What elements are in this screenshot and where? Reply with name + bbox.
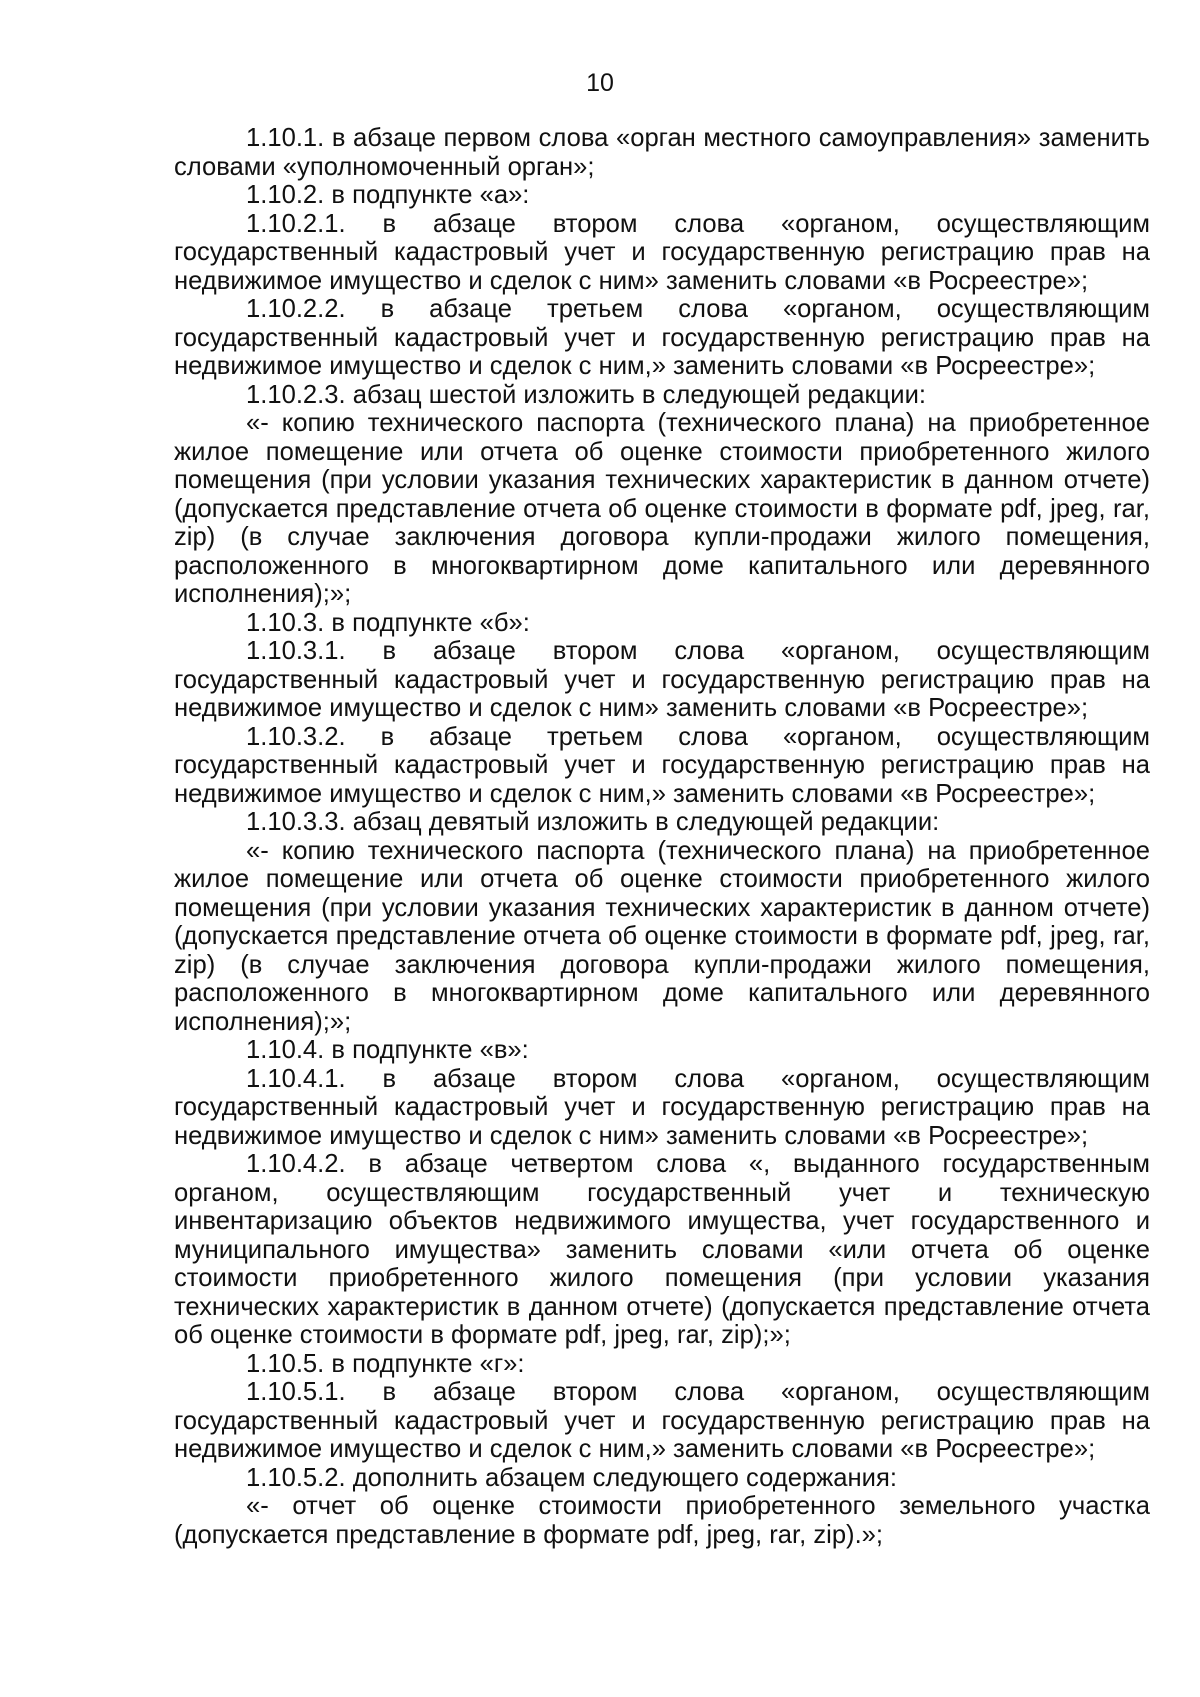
paragraph-1-10-2-3: 1.10.2.3. абзац шестой изложить в следующей редакции:: [246, 380, 927, 409]
page-number: 10: [586, 69, 614, 97]
document-body: [174, 124, 1150, 1549]
paragraph-1-10-2-2: 1.10.2.2. в абзаце третьем слова «органом, осуществляющим государственный кадастровый учет и государственную регистрацию прав на недвижимое имущество и сделок с ним,» заменить словами «в Росреестре»;: [174, 295, 1150, 380]
paragraph-1-10-4: 1.10.4. в подпункте «в»:: [246, 1036, 529, 1064]
paragraph-1-10-4-1: 1.10.4.1. в абзаце втором слова «органом, осуществляющим государственный кадастровый учет и государственную регистрацию прав на недвижимое имущество и сделок с ним» заменить словами «в Росреестре»;: [174, 1064, 1150, 1150]
paragraph-1-10-3-3: 1.10.3.3. абзац девятый изложить в следующей редакции:: [246, 808, 940, 836]
paragraph-1-10-5: 1.10.5. в подпункте «г»:: [246, 1349, 525, 1378]
paragraph-1-10-3: 1.10.3. в подпункте «б»:: [246, 608, 530, 637]
paragraph-1-10-5-2: 1.10.5.2. дополнить абзацем следующего содержания:: [246, 1463, 897, 1492]
paragraph-1-10-2: 1.10.2. в подпункте «а»:: [246, 181, 530, 209]
paragraph-1-10-3-2: 1.10.3.2. в абзаце третьем слова «органом, осуществляющим государственный кадастровый учет и государственную регистрацию прав на недвижимое имущество и сделок с ним,» заменить словами «в Росреестре»;: [174, 722, 1150, 808]
paragraph-1-10-1: 1.10.1. в абзаце первом слова «орган местного самоуправления» заменить словами «уполномоченный орган»;: [174, 124, 1150, 181]
paragraph-1-10-2-1: 1.10.2.1. в абзаце втором слова «органом, осуществляющим государственный кадастровый учет и государственную регистрацию прав на недвижимое имущество и сделок с ним» заменить словами «в Росреестре»;: [174, 209, 1150, 295]
quoted-paragraph-copy-passport-2: «- копию технического паспорта (технического плана) на приобретенное жилое помещение или отчета об оценке стоимости приобретенного жилого помещения (при условии указания технических характеристик в данном отчете) (допускается представление отчета об оценке стоимости в формате pdf, jpeg, rar, zip) (в случае заключения договора купли-продажи жилого помещения, расположенного в многоквартирном доме капитального или деревянного исполнения);»;: [174, 836, 1150, 1036]
quoted-paragraph-land-valuation: «- отчет об оценке стоимости приобретенного земельного участка (допускается представление в формате pdf, jpeg, rar, zip).»;: [174, 1492, 1150, 1549]
paragraph-1-10-4-2: 1.10.4.2. в абзаце четвертом слова «, выданного государственным органом, осуществляющим государственный учет и техническую инвентаризацию объектов недвижимого имущества, учет государственного и муниципального имущества» заменить словами «или отчета об оценке стоимости приобретенного жилого помещения (при условии указания технических характеристик в данном отчете) (допускается представление отчета об оценке стоимости в формате pdf, jpeg, rar, zip);»;: [174, 1150, 1150, 1349]
paragraph-1-10-5-1: 1.10.5.1. в абзаце втором слова «органом, осуществляющим государственный кадастровый учет и государственную регистрацию прав на недвижимое имущество и сделок с ним,» заменить словами «в Росреестре»;: [174, 1378, 1150, 1463]
paragraph-1-10-3-1: 1.10.3.1. в абзаце втором слова «органом, осуществляющим государственный кадастровый учет и государственную регистрацию прав на недвижимое имущество и сделок с ним» заменить словами «в Росреестре»;: [174, 637, 1150, 722]
quoted-paragraph-copy-passport: «- копию технического паспорта (технического плана) на приобретенное жилое помещение или отчета об оценке стоимости приобретенного жилого помещения (при условии указания технических характеристик в данном отчете) (допускается представление отчета об оценке стоимости в формате pdf, jpeg, rar, zip) (в случае заключения договора купли-продажи жилого помещения, расположенного в многоквартирном доме капитального или деревянного исполнения);»;: [174, 409, 1150, 608]
